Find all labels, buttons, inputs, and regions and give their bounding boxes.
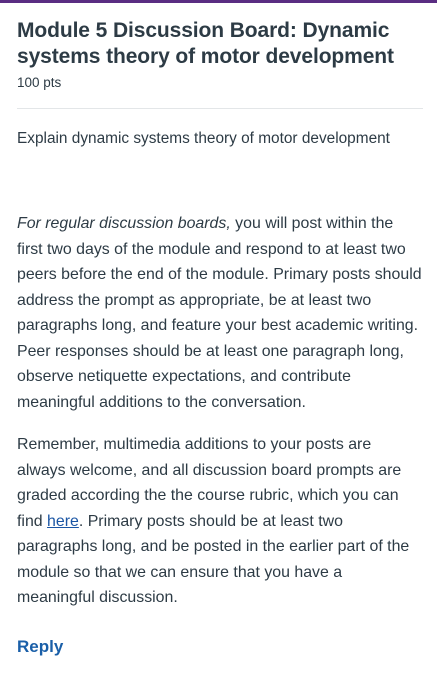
- discussion-prompt: Explain dynamic systems theory of motor development: [17, 130, 390, 147]
- reply-button[interactable]: Reply: [17, 637, 64, 656]
- instructions-paragraph-2: [17, 432, 423, 611]
- paragraph-1-text: you will post within the first two days of the module and respond to at least two peers before the end of the module. Primary posts should address the prompt as appropriate, be at least two paragraphs long, and feature your best academic writing. Peer responses should be at least one paragraph long, observe netiquette expectations, and contribute meaningful additions to the conversation.: [17, 215, 422, 411]
- page-title: Module 5 Discussion Board: Dynamic systems theory of motor development: [17, 19, 394, 68]
- rubric-link[interactable]: here: [47, 512, 79, 530]
- points-label: 100 pts: [17, 75, 62, 90]
- discussion-header: [17, 18, 423, 91]
- header-divider: [17, 108, 423, 109]
- top-accent-bar: [0, 0, 437, 3]
- paragraph-2-text-after-link: . Primary posts should be at least two paragraphs long, and be posted in the earlier part of the module so that we can ensure that you have a meaningful discussion.: [17, 512, 410, 606]
- paragraph-2-text-before-link: Remember, multimedia additions to your posts are always welcome, and all discussion board prompts are graded according the the course rubric, which you can find: [17, 436, 402, 530]
- instructions-paragraph-1: [17, 211, 423, 415]
- italic-lead-text: For regular discussion boards,: [17, 215, 231, 232]
